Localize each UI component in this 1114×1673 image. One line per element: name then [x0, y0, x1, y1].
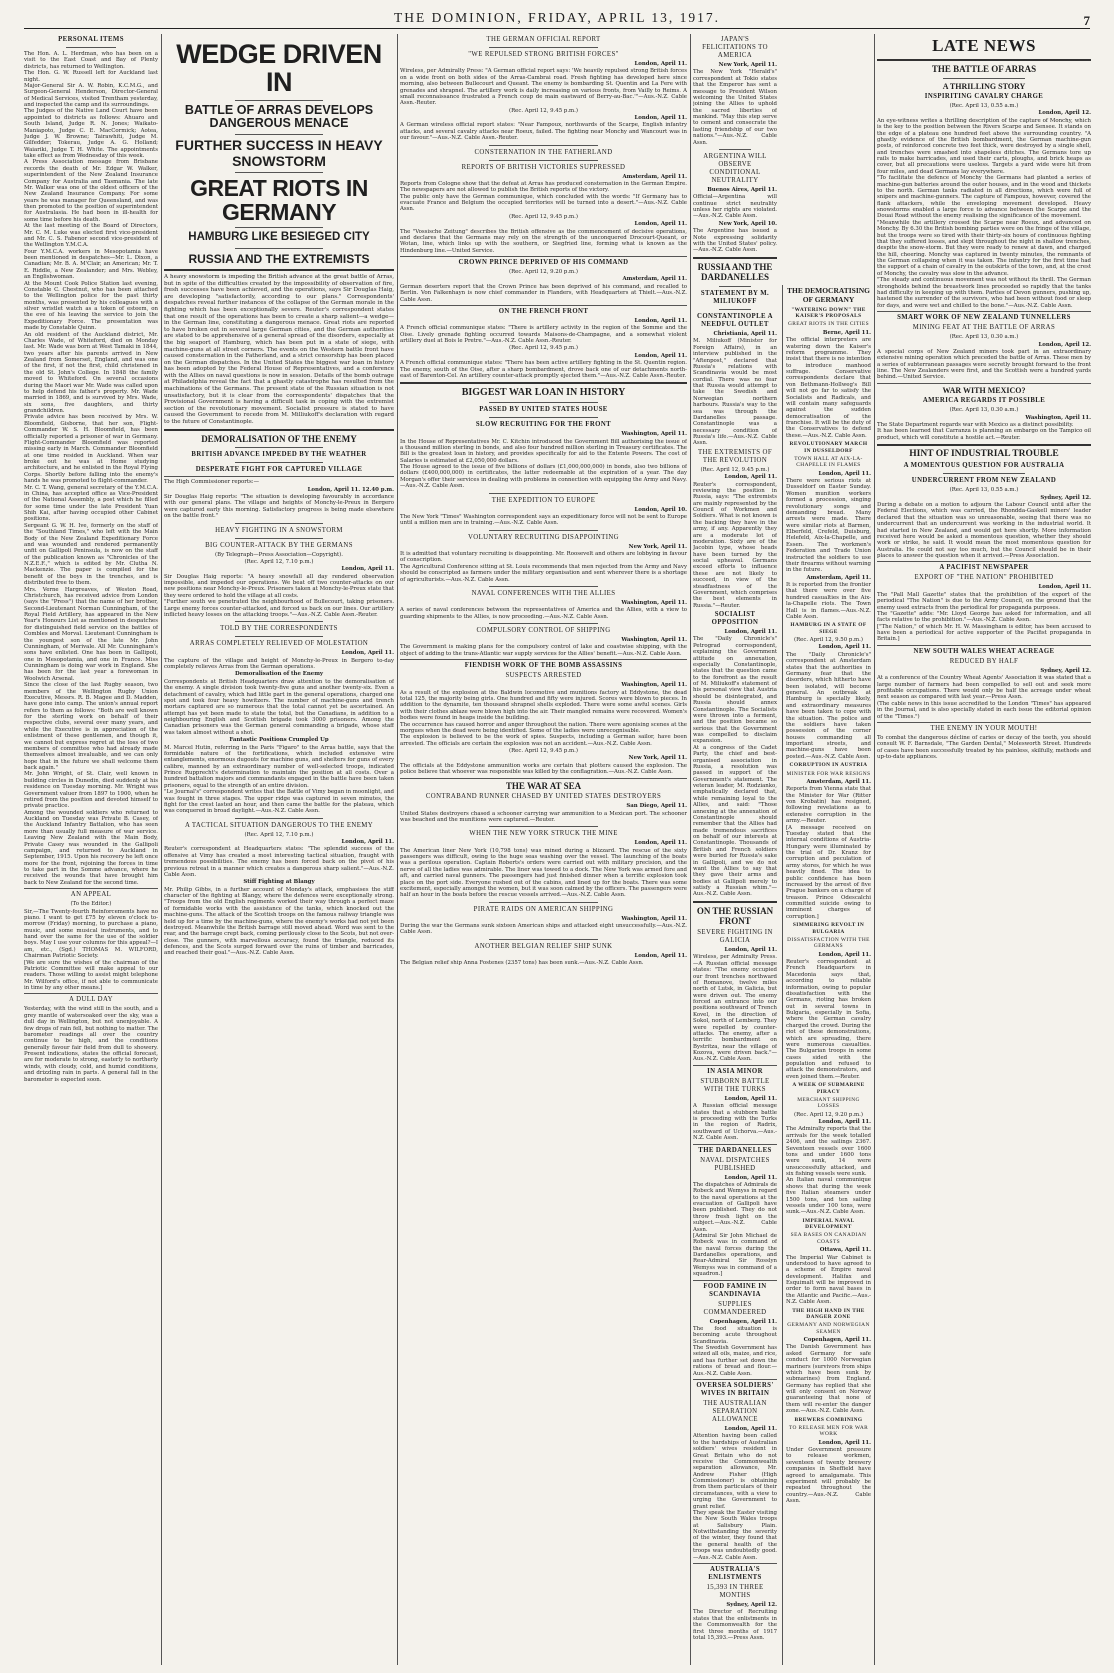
- section-subheading: STUBBORN BATTLE WITH THE TURKS: [700, 1077, 770, 1093]
- divider: [489, 939, 598, 940]
- dateline: London, April 11.: [724, 1426, 777, 1433]
- dateline: London, April 11.: [818, 1439, 871, 1446]
- article-body: During a debate on a motion to adjourn the Labour Council until after the Federal Elections, which was carried, the Rhondda-Gaskell miners' leader declared that the situation was so unreasonable, seeing that there was no undercurrent that an undercurrent was working in the industrial world. It had started in New Zealand, and would get here shortly. More information received here would be asked a momentous question, whether they should work or strike, he said. It would mean the most momentous question for Australia. He could not say too much, but the Council should be in their places to answer the question when it arrived.—Press Association.: [877, 502, 1091, 560]
- article-body: Mr. Philip Gibbs, in a further account of Monday's attack, emphasises the stiff character of the fighting at Blangy, where the defences were exceptionally strong. "Troops from the old English regiments worked their way through a perfect maze of formidable works with the assistance of the tanks, which knocked out the machine-guns. The attack of the Scottish troops on the famous railway triangle was held up for a time by the machine-guns, where the enemy's works had not yet been destroyed. Meanwhile the British barrage still moved ahead. Word was sent to the rear, and the barrage crept back, coming perilously close to the Scots, but not over-close. The gunners, with marvellous accuracy, found the triangle, reduced its defences, and the Scots surged forward over the ruins of timber and barricades, and reached their goal."—Aus.-N.Z. Cable Assn.: [164, 886, 394, 957]
- article-body: An eye-witness writes a thrilling description of the capture of Monchy, which is the key to the position between the Rivers Scarpe and Sensee. It stands on the edge of a plateau one hundred feet above the surrounding country. "A ghastly evidence of the British bombardment, the German machine-gun posts, of reinforced concrete two feet thick, were destroyed by a single shell, and trenches were smashed into shapeless ditches. The Germans tore up rails to make barricades, and used their carts, ploughs, and brick heaps as cover, but all precautions were useless. Targets a yard wide were hit from four miles, and dead Germans lay everywhere. "To facilitate the defence of Monchy the Germans had planted a series of machine-gun batteries around the outer houses, and in the wood and thickets to the north. German tanks radiated in all directions, which were full of snipers and machine-gunners. The capture of Fampoux, however, covered the flank attackers, while the enveloping movement developed. Heavy snowstorms enabled a large force to advance between the Scarpe and the Douai Road without the enemy realising the significance of the movement. "Meanwhile the artillery crossed the Scarpe near Roeux, and advanced on Monchy. By 6.30 the British bombing parties were on the fringe of the village, but the troops were so tired with their thirty-six hours of continuous fighting that they suffered losses, and slept throughout the night in shallow trenches, despite the snow-storm. But they were ready to renew at dawn, and charged the hill, cheering. Monchy was captured in twenty minutes, the remnants of the German collapsing when it was taken. The infantry for the first time had the support of a chain of cavalry in the outskirts of the town, and, at the crest of Monchy, the cavalry was slow in the advance. "The steady and continuous movement was not without its thrill. The German strongholds behind the breastwork lines proceeded so rapidly that the tanks had difficulty in keeping up with them. Parties of Devon gunners, pushing up, hastened the surrender of the survivors, who had been without food or sleep for days, and were wet and chilled to the bone."—Aus.-N.Z. Cable Assn.: [877, 117, 1091, 309]
- section-heading: FOOD FAMINE IN SCANDINAVIA: [703, 1282, 767, 1298]
- article-body: The capture of the village and height of Monchy-le-Preux in Bergero to-day completely relieves Arras from the German operations.: [164, 657, 394, 671]
- divider: [877, 311, 1091, 312]
- dateline: London, April 11.: [341, 839, 394, 846]
- section-heading: VOLUNTARY RECRUITING DISAPPOINTING: [467, 533, 619, 541]
- divider: [693, 1280, 777, 1281]
- article-body: M. Marcel Hutin, referring in the Paris "Figaro" to the Arras battle, says that the formidable nature of the fortifications, which included extensive wire entanglements, enormous dugouts for machine guns, and shelters for guns of every calibre, manned by an extraordinary number of well-selected troops, indicated Prince Rupprecht's determination to maintain the position at all costs. Over a hundred battalion majors and commandants engaged in the battle have been taken prisoners, equal to the strength of an entire division. "Le Journal's" correspondent writes that the Battle of Vimy began in moonlight, and was fought in three stages. The upper ridge was captured in seven minutes, the fight for the crest lasted an hour, and then came the battle for the plateau, which was conquered in broad daylight.—Aus.-N.Z. Cable Assn.: [164, 744, 394, 815]
- article-body: Wireless, per Admiralty Press.—A Russian official message states: "The enemy occupied our front trenches northward of Romanove, twelve miles north of Lutsk, in Galicia, but were driven out. The enemy forced an entrance into our positions southward of Trench Kovel, in the direction of Sokol, north of Lemberg. They were repelled by counter-attacks. The enemy, after a terrific bombardment on Bystritza, near the village of Kozova, were driven back."—Aus.-N.Z. Cable Assn.: [693, 954, 777, 1063]
- section-heading: BREWERS COMBINING: [794, 1416, 863, 1423]
- dateline: London, April 11.: [634, 221, 687, 228]
- article-body: The Danish Government has asked Germany for safe conduct for 1000 Norwegian mariners (survivors from ships which have been sunk by submarines) from England. Germany has replied that she will only consent on Norway guaranteeing that none of them will re-enter the danger zone.—Aus.-N.Z. Cable Assn.: [786, 1344, 871, 1415]
- section-subheading: CONTRABAND RUNNER CHASED BY UNITED STATES DESTROYERS: [425, 793, 662, 801]
- dateline: Washington, April 11.: [621, 682, 687, 689]
- article-body: The State Department regards war with Mexico as a distinct possibility. It has been learned that Carranza is planning an embargo on the Tampico oil product, which will constitute a hostile act.—Reuter.: [877, 421, 1091, 441]
- article-body: The Hon. A. L. Herdman, who has been on a visit to the East Coast and Bay of Plenty districts, has returned to Wellington. The Hon. G. W. Russell left for Auckland last night. Major-General Sir A. W. Robin, K.C.M.G., and Surgeon-General Henderson, Director-General of Medical Services, visited Trentham yesterday, and inspected the camp and its surroundings. The Judges of the Native Land Court have been appointed to districts as follows: Ahuaro and South Island, Judge R. N. Jones; Waikato-Maniapoto, Judge C. E. MacCormick; Aotea, Judge J. W. Browne; Tairawhiti, Judge M. Gilfedder; Tokerau, Judge A. G. Holland; Waiariki, Judge T. H. White. The appointments take effect as from Wednesday of this week. A Press Association message from Brisbane records the death of Mr. Edgar W. Walker, superintendent of the New Zealand Insurance Company for Australia and Tasmania. The late Mr. Walker was one of the oldest officers of the New Zealand Insurance Company. For some years he was manager for Queensland, and was then promoted to the position of superintendent for Australasia. He had been in ill-health for some time before his death. At the last meeting of the Board of Directors, Mr. C. M. Luke was elected first vice-president and Mr. C. S. Fabenor second vice-president of the Wellington Y.M.C.A. Four Y.M.C.A. workers in Mesopotamia have been mentioned in despatches—Mr. L. Dixon, a Canadian; Mr. B. A. M'Clair, an American; Mr. T. E. Riddle, a New Zealander; and Mrs. Webley, an Englishwoman. At the Mount Cook Police Station last evening, Constable C. Chestnut, who has been attached to the Wellington police for the past thirty months, was presented by his colleagues with a silver wristlet watch as a token of esteem, on the eve of his leaving the service to join the Expeditionary Force. The presentation was made by Constable Quinn. An old resident of the Auckland district, Mr. Charles Wade, of Whiteford, died on Monday last. Mr. Wade was born at West Tamaki in 1844, two years after his parents arrived in New Zealand from Somerset, England, and was one of the first, if not the first, child christened in the old St. John's College. In 1848 the family moved to Whiteford. On several occasions during the Maori war Mr. Wade was called upon to help defend his father's property. Mr. Wade married in 1869, and is survived by Mrs. Wade, six sons, five daughters, and thirty grandchildren. Private advice has been received by Mrs. W. Bloomfield, Gisborne, that her son, Flight-Commander W. S. H. Bloomfield, has been officially reported a prisoner of war in Germany. Flight-Commander Bloomfield was reported missing early in March. Commander Bloomfield at one time resided in Auckland. When war broke out he was at Home studying architecture, and he enlisted in the Royal Flying Corps. Shortly before falling into the enemy's hands he was promoted to flight-commander. Mr. C. T. Wang, general secretary of the Y.M.C.A. in China, has accepted office as Vice-President of the National Assembly, a post which he filled for some time under the late President Yuan Shih Kai, after having occupied other Cabinet positions. Sergeant G. W. H. Ive, formerly on the staff of the "Southland Times," who left with the Main Body of the New Zealand Expeditionary Force and was wounded and rendered permanently unfit on Gallipoli Peninsula, is now on the staff of the publication known as "Chronicles of the N.Z.E.F.," which is edited by Mr. Clutha N. Mackenzie. The paper is compiled for the benefit of the boys in the trenches, and is distributed free to them. Mrs. Verne Hargreaves, of Weston Road, Christchurch, has received advice from London (says the "Press") that the name of her brother, Second-Lieutenant Norman Cunningham, of the Royal Field Artillery, has appeared in the New Year's Honours List as mentioned in despatches for distinguished field service on the battles of Combles and Morval. Lieutenant Cunningham is the youngest son of the late Mr. John Cunningham, of Merivale. All Mr. Cunningham's sons have enlisted. One has been in Gallipoli, one in Mesopotamia, and one in France. Miss Cunningham is doing war work in England. She has been for the last year a forewoman in Woolwich Arsenal. Since the close of the last Rugby season, two members of the Wellington Rugby Union Executive, Messrs. R. B. Magee and D. Madden, have gone into camp. The union's annual report refers to them as follows: "Both are well known for the sterling work on behalf of their respective clubs, several over many years, and while the Executive is in appreciation of the enlistment of these gentlemen, and though it, we cannot but express regret at the loss of two members of committee who had already made themselves almost invaluable, and we can only hope that in the future we shall welcome them back again." Mr. John Wright, of St. Clair, well known in building circles in Dunedin, died suddenly at his residence on Tuesday morning. Mr. Wright was Government valuer from 1897 to 1900, when he retired from the position and devoted himself to private practice. Among the wounded soldiers who returned to Auckland on Tuesday was Private B. Casey, of the Auckland Infantry Battalion, who has seen more than usually full measure of war service. Leaving New Zealand with the Main Body, Private Casey was wounded in the Gallipoli campaign, and returned to Auckland in September, 1915. Upon his recovery he left once more for the front, rejoining the forces in time to take part in the Somme advance, where he received the wounds that have brought him back to New Zealand for the second time.: [24, 51, 158, 886]
- section-heading: IMPERIAL NAVAL DEVELOPMENT: [802, 1217, 855, 1231]
- article-body: Sir Douglas Haig reports: "The situation is developing favourably in accordance with our general plans. The village and heights of Monchy-le-Preux in Bergero were captured early this morning. Satisfactory progress is being made elsewhere on the battle front.": [164, 494, 394, 520]
- dateline: London, April 11.: [634, 317, 687, 324]
- section-subheading: SEA BASES ON CANADIAN COASTS: [790, 1232, 867, 1245]
- divider: [235, 636, 322, 637]
- article-body: The New York "Times" Washington correspondent says an expeditionary force will not be sent to Europe until a million men are in training.—Aus.-N.Z. Cable Assn.: [400, 513, 687, 527]
- section-heading: HINT OF INDUSTRIAL TROUBLE: [909, 449, 1059, 460]
- divider: [400, 382, 687, 384]
- article-body: Yesterday, with the wind still in the south, and a grey mantle of watersoaked over the sky, was a dull day in Wellington, but not unenjoyable. A few drops of rain fell, but nothing to matter. The barometer readings all over the country continue to be high, and the conditions generally favour fair field from dull to showery. Present indications, states the official forecast, are for moderate to strong, easterly to northerly winds, with cloudy, cold, and humid conditions, and drizzling rain in parts. A general fall in the barometer is expected soon.: [24, 1006, 158, 1083]
- article-body: The Admiralty reports that the arrivals for the week totalled 2406, and the sailings 2367. Seventeen vessels over 1600 tons and under 1600 tons were sunk, 14 were unsuccessfully attacked, and six fishing vessels were sunk. An Italian naval communique shows that during the week five Italian steamers under 1500 tons, and ten sailing vessels under 100 tons, were sunk.—Aus.-N.Z. Cable Assn.: [786, 1126, 871, 1216]
- section-heading: TOLD BY THE CORRESPONDENTS: [220, 625, 338, 633]
- section-subheading: SLOW RECRUITING FOR THE FRONT: [475, 421, 612, 429]
- divider: [877, 59, 1091, 61]
- section-heading: SMART WORK OF NEW ZEALAND TUNNELLERS: [897, 314, 1071, 322]
- lead-subheadline: BATTLE OF ARRAS DEVELOPS DANGEROUS MENACE: [184, 102, 374, 131]
- masthead-title: THE DOMINION, FRIDAY, APRIL 13, 1917.: [394, 10, 720, 25]
- divider: [693, 1563, 777, 1564]
- section-heading: IN ASIA MINOR: [707, 1067, 763, 1075]
- divider: [943, 473, 1024, 474]
- article-body: Attention having been called to the hardships of Australian soldiers' wives resident in Great Britain who do not receive the Commonwealth separation allowance, Mr. Andrew Fisher (High Commissioner) is obtaining from them particulars of their circumstances, with a view to urging the Government to grant relief. They speak the Easter visiting the New South Wales troops at Salisbury Plain. Notwithstanding the severity of the winter, they found that the general health of the troops was undoubtedly good.—Aus.-N.Z. Cable Assn.: [693, 1433, 777, 1561]
- section-heading: CROWN PRINCE DEPRIVED OF HIS COMMAND: [458, 259, 629, 267]
- section-subheading: Fantastic Positions Crumpled Up: [229, 737, 329, 744]
- section-subheading: Demoralisation of the Enemy: [234, 671, 324, 678]
- received-time: (Rec. April 12, 9.45 p.m.): [509, 213, 578, 220]
- column-foreign-news: [693, 34, 777, 1665]
- article-body: United States destroyers chased a schooner carrying war ammunition to a Mexican port. The schooner was beached and the munitions were captured.—Reuter.: [400, 810, 687, 823]
- section-subheading: MERCHANT SHIPPING LOSSES: [797, 1096, 860, 1110]
- lead-summary: A heavy snowstorm is impeding the British advance at the great battle of Arras, but in spite of the difficulties created by the impossibility of observation of fire, fresh successes have been achieved, and the operations, says Sir Douglas Haig, are developing "satisfactorily, according to our plans." Correspondents' despatches reveal further instances of the collapse of the German morale in the fighting which has been exceptionally severe. Reuter's correspondent states that one result of the operations has been to create a sharp salient—a wedge—in the German line, constituting a dangerous menace. Great riots are reported to have broken out in several large German cities, and the German authorities are stated to be apprehensive of a general spread of the disorders, especially at the big seaport of Hamburg, which has been put in a state of siege, with machine-guns at all street corners. The events on the Western battle front have caused consternation in the Fatherland, and a strict censorship has been placed on the German dispatches. In the United States the biggest war loan in history has been adopted by the Federal House of Representatives, and a conference with the Allies on naval questions is now in session. Details of the bomb outrage at Philadelphia reveal the fact that a ghastly catastrophe has resulted from the machinations of the Germans. The present state of the Russian situation is not unsatisfactory, but it is clear from the correspondents' dispatches that the Provisional Government is having a difficult task in coping with the extremist section of the revolutionary movement. Socialist pressure is stated to have caused the Government to recede from M. Milliukoff's declaration with regard to the future of Constantinople.: [164, 273, 394, 426]
- section-subheading: THE AUSTRALIAN SEPARATION ALLOWANCE: [703, 1400, 767, 1424]
- article-body: The "Daily Chronicle's" Petrograd correspondent, explaining the Government attitude on annexation, especially Constantinople, states that the question came to the forefront as the result of M. Miliukoff's statement of his personal view that Austria should be disintegrated, and Russia should annex Constantinople. The Socialists were thrown into a ferment, and the position became so serious that the Government was compelled to disclaim expansion. At a congress of the Cadet Party, the chief and best-organised association in Russia, a resolution was passed in support of the Government's statement. The veteran leader, M. Rodzianko, emphatically declared that, while remaining loyal to the Allies, and said: "Those annexing at the annexation of Constantinople should remember that the Allies had made tremendous sacrifices on behalf of our interests at Constantinople. Thousands of British and French soldiers were buried for Russia's sake in Gallipoli, and we do not want the Allies to say that they gave their arms and bodies at Gallipoli merely to satisfy a Russian whim."—Aus.-N.Z. Cable Assn.: [693, 636, 777, 898]
- section-subheading: 15,393 IN THREE MONTHS: [706, 1583, 764, 1599]
- section-heading: CONSTERNATION IN THE FATHERLAND: [474, 148, 613, 156]
- dateline: London, April 11.: [724, 1095, 777, 1102]
- lead-subheadline: HAMBURG LIKE BESIEGED CITY: [188, 231, 370, 244]
- divider: [235, 100, 322, 101]
- article-body: A German wireless official report states: "Near Fampoux, northwards of the Scarpe, English infantry attacks, and several cavalry attacks near Roeux, failed. The fighting near Monchy and Wancourt was in our favour."—Aus.-N.Z. Cable Assn.-Reuter.: [400, 122, 687, 142]
- article-body: The officials at the Eddystone ammunition works are certain that plotters caused the explosion. The police believe that whoever was responsible was killed by the conflagration.—Aus.-N.Z. Cable Assn.: [400, 762, 687, 776]
- section-subheading: DESPERATE FIGHT FOR CAPTURED VILLAGE: [195, 466, 363, 474]
- divider: [400, 778, 687, 779]
- section-heading: THE ENEMY IN YOUR MOUTH!: [930, 724, 1038, 732]
- divider: [235, 227, 322, 228]
- section-heading: THE GERMAN OFFICIAL REPORT: [486, 36, 601, 43]
- dateline: London, April 11.: [724, 474, 777, 481]
- article-body: A French official communique states: "There has been active artillery fighting in the St. Quentin region. The enemy, south of the Oise, after a sharp bombardment, drove back one of our detachments north-east of Barenton-Cel. An artillery counter-attack promptly ejected them."—Aus.-N.Z. Cable Assn.-Reuter.: [400, 360, 687, 379]
- divider: [164, 429, 394, 431]
- dateline: London, April 11.: [1038, 584, 1091, 591]
- section-heading: HEAVY FIGHTING IN A SNOWSTORM: [215, 526, 343, 534]
- article-body: During the war the Germans sunk sixteen American ships and attacked eight unsuccessfully.—Aus.-N.Z. Cable Assn.: [400, 923, 687, 936]
- article-body: It is reported from the frontier that there were over five hundred casualties in the Aix-la-Chapelle riots. The Town Hall is in flames.—Aus.-N.Z. Cable Assn.: [786, 582, 871, 620]
- divider: [66, 47, 117, 48]
- received-time: (Rec. April 12, 9.20 p.m.): [509, 269, 578, 276]
- dateline: Ottawa, April 11.: [819, 1247, 871, 1254]
- divider: [235, 621, 322, 622]
- section-heading: THE EXPEDITION TO EUROPE: [491, 496, 596, 504]
- received-time: (Rec. April 13, 0.30 a.m.): [949, 407, 1019, 414]
- divider: [877, 561, 1091, 562]
- section-heading: ARGENTINA WILL OBSERVE CONDITIONAL NEUTRALITY: [703, 152, 767, 184]
- article-body: The Belgian relief ship Anna Fostenes (2357 tons) has been sunk.—Aus.-N.Z. Cable Assn.: [400, 960, 644, 967]
- section-subheading: TO RELEASE MEN FOR WAR WORK: [788, 1424, 869, 1438]
- dateline: London, April 10.: [634, 506, 687, 513]
- divider: [877, 722, 1091, 723]
- section-subheading: DISSATISFACTION WITH THE GERMANS: [787, 936, 870, 950]
- lead-headline: WEDGE DRIVEN IN: [176, 39, 382, 98]
- section-heading: SOCIALIST OPPOSITION: [711, 611, 759, 627]
- received-time: (Rec. April 12, 9.45 p.m.): [509, 345, 578, 352]
- dateline: London, April 11.: [634, 352, 687, 359]
- divider: [943, 78, 1024, 79]
- column-main-war-news: [164, 34, 394, 1665]
- dateline: London, April 11.: [341, 566, 394, 573]
- article-body: The American liner New York (10,798 tons) was mined during a blizzard. The rescue of the sixty passengers was difficult, owing to the huge seas washing over the vessel. The launching of the boats was a perilous operation. Captain Roberts's orders were carried out with military precision, and the nerve of all the ladies was admirable. The liner was towed to a dock. The New York was armed fore and aft, and carried naval gunners. The passengers had just finished dinner when a terrific explosion took place on the port side. Everyone rushed out of the cabins, and lined up for the boats. There was some excitement, especially amongst the women, but it was soon calmed by the officers. The passengers were half an hour in the boats before the rescue vessels arrived.—Aus.-N.Z. Cable Assn.: [400, 847, 687, 899]
- dateline: London, April 11.: [818, 470, 871, 477]
- dateline: London, April 11.: [818, 1119, 871, 1126]
- dateline: New York, April 11.: [718, 62, 777, 69]
- section-subheading: Stiff Fighting at Blangy: [243, 879, 315, 886]
- received-time: (Rec. April 12, 9.45 p.m.): [509, 748, 578, 755]
- dateline: Berne, April 11.: [822, 329, 871, 336]
- section-heading: SIMMERING REVOLT IN BULGARIA: [792, 922, 865, 935]
- article-body: Reuter's correspondent at Headquarters states: "The splendid success of the offensive at Vimy has created a most interesting tactical situation, fraught with tremendous possibilities. The enemy has been forced back on the pivot of his previous retreat in a manner which creates a dangerous sharp salient."—Aus.-N.Z. Cable Assn.: [164, 846, 394, 878]
- section-subheading: SUPPLIES COMMANDEERED: [703, 1300, 767, 1316]
- section-heading: ANOTHER BELGIAN RELIEF SHIP SUNK: [474, 942, 613, 950]
- lead-subheadline: GREAT RIOTS IN GERMANY: [190, 174, 368, 226]
- received-time: (Rec. April 12, 7.10 p.m.): [244, 831, 314, 838]
- divider: [489, 145, 598, 146]
- dateline: Washington, April 11.: [1025, 414, 1091, 421]
- article-body: A Russian official message states that a stubborn battle is proceeding with the Turks in the region of Radrix, southward of Uchorva.—Aus.-N.Z. Cable Assn.: [693, 1103, 777, 1142]
- received-time: (Rec. April 13, 0.30 a.m.): [949, 334, 1019, 341]
- section-subheading: SEVERE FIGHTING IN GALICIA: [697, 929, 773, 945]
- article-body: The Government is making plans for the compulsory control of lake and coastwise shipping, with the object of adding to the trans-Atlantic war supply services for the Allies' benefit.—Aus.-N.Z. Cable Assn.: [400, 644, 687, 657]
- received-time: (Rec. April 12, 9.20 p.m.): [794, 1111, 863, 1118]
- received-time: (Rec. April 13, 0.55 a.m.): [949, 103, 1019, 110]
- article-body: The Argentine has issued a Note expressing solidarity with the United States' policy.—Aus.-N.Z. Cable Assn.: [693, 228, 777, 254]
- section-heading: THE BATTLE OF ARRAS: [931, 64, 1037, 75]
- section-subheading: INSPIRITING CAVALRY CHARGE: [924, 93, 1044, 101]
- dateline: London, April 11.: [724, 1174, 777, 1181]
- article-body: The "Pall Mall Gazette" states that the prohibition of the export of the periodical "The Nation" is due to the Army Council, on the ground that the enemy used extracts from the periodical for propaganda purposes. The "Gazette" adds: "Mr. Lloyd George has asked for information, and all facts relative to the prohibition."—Aus.-N.Z. Cable Assn. ["The Nation," of which Mr. H. W. Massingham is editor, has been accused to have been a periodical for active supporter of the Pacifist propaganda in Britain.]: [877, 591, 1091, 643]
- divider: [489, 623, 598, 624]
- divider: [164, 476, 394, 477]
- column-cables: [400, 34, 687, 1665]
- byline: (To the Editor.): [70, 901, 112, 908]
- received-time: (Rec. April 12, 9.50 p.m.): [794, 637, 863, 644]
- divider: [693, 1379, 777, 1380]
- section-heading: REVOLUTIONARY MARCH IN DUSSELDORF: [789, 441, 868, 454]
- dateline: London, April 11.: [818, 644, 871, 651]
- received-time: (Rec. April 12, 7.10 p.m.): [244, 558, 314, 565]
- article-body: Reuter's correspondent at French Headquarters in Macedonia says that, according to reliable information, owing to popular dissatisfaction with the Germans, rioting has broken out in several towns in Bulgaria, especially in Sofia, where the German cavalry charged the crowd. During the riot of these demonstrations, which are spreading, there were numerous casualties. The Bulgarian troops in some cases sided with the population and refused to attack the demonstrators, and even joined them.—Reuter.: [786, 959, 871, 1080]
- dateline: London, April 11.: [818, 951, 871, 958]
- section-subheading: AMERICA REGARDS IT POSSIBLE: [922, 397, 1046, 405]
- received-time: (Rec. April 12, 9.45 p.m.): [700, 466, 770, 473]
- section-heading: DEMORALISATION OF THE ENEMY: [201, 433, 357, 444]
- article-body: The dispatches of Admirals de Robeck and Wemyss in regard to the naval operations at the evacuation of Gallipoli have been published. They do not throw fresh light on the subject.—Aus.-N.Z. Cable Assn. [Admiral Sir John Michael de Robeck was in command of the naval forces during the Dardanelles operations, and Rear-Admiral Sir Rosslyn Wemyss was in command of a squadron.]: [693, 1181, 777, 1278]
- article-body: Wireless, per Admiralty Press: "A German official report says: 'We heavily repulsed strong British forces on a wide front on both sides of the Arras-Cambrai road. Fresh fighting has developed here since morning, also between Bullecourt and Queant. The enemy is bombarding St. Quentin and La Fere with grenades and shrapnel. The artillery work is daily increasing on various fronts, from Vailly to Reims. A small reconnaissance frustrated a French coup de main eastward of Berry-au-Bac.'"—Aus.-N.Z. Cable Assn.-Reuter.: [400, 68, 687, 107]
- received-time: (Rec. April 13, 0.55 a.m.): [949, 487, 1019, 494]
- dateline: Copenhagen, April 11.: [709, 1318, 777, 1325]
- column-personal-items: [24, 34, 158, 1665]
- divider: [489, 826, 598, 827]
- dateline: Washington, April 11.: [621, 915, 687, 922]
- divider: [24, 993, 158, 994]
- section-heading: LATE NEWS: [932, 36, 1036, 55]
- article-body: Official—Argentina will continue strict neutrality unless her rights are violated.—Aus.-N.Z. Cable Assn.: [693, 194, 777, 220]
- divider: [489, 160, 598, 161]
- dateline: Amsterdam, April 11.: [806, 574, 871, 581]
- dateline: Sydney, April 12.: [1040, 667, 1091, 674]
- article-body: Reports from Cologne show that the defeat at Arras has produced consternation in the German Empire. The newspapers are not allowed to publish the British reports of the victory. The public only have the German communique, which concluded with the words: "If Germany has to evacuate France and Belgium the occupied territories will be turned into a desert."—Aus.-N.Z. Cable Assn.: [400, 180, 687, 213]
- section-heading: WHEN THE NEW YORK STRUCK THE MINE: [469, 830, 618, 838]
- section-heading: CORRUPTION IN AUSTRIA: [789, 762, 868, 769]
- section-subheading: "WATERING DOWN" THE KAISER'S PROPOSALS: [791, 306, 866, 320]
- divider: [719, 149, 751, 150]
- dateline: London, April 11.: [634, 61, 687, 68]
- dateline: Christiania, April 11.: [713, 331, 777, 338]
- section-subheading: CONSTANTINOPLE A NEEDFUL OUTLET: [697, 312, 773, 328]
- article-body: Sir Douglas Haig reports: "A heavy snowfall all day rendered observation impossible, and impeded our operations. We beat off two counter-attacks on our new positions near Monchy-le-Preux. Prisoners taken at Monchy-le-Preux state that they were ordered to hold the village at all costs. "Further south we penetrated the neighbourhood of Bullecourt, taking prisoners. Large enemy forces counter-attacked, and forced us back on our lines. Our artillery inflicted heavy losses on the attacking troops."—Aus.-N.Z. Cable Assn.-Reuter.: [164, 573, 394, 618]
- divider: [400, 256, 687, 257]
- section-heading: ARRAS COMPLETELY RELIEVED OF MOLESTATION: [189, 640, 369, 648]
- divider: [24, 888, 158, 889]
- article-body: A series of naval conferences between the representatives of America and the Allies, with a view to guarding shipments to the Allies, is now proceeding.—Aus.-N.Z. Cable Assn.: [400, 607, 687, 620]
- section-heading: COMPULSORY CONTROL OF SHIPPING: [476, 627, 611, 635]
- section-subheading: UNDERCURRENT FROM NEW ZEALAND: [911, 477, 1057, 485]
- section-subheading: "WE REPULSED STRONG BRITISH FORCES": [468, 51, 619, 59]
- divider: [235, 538, 322, 539]
- section-heading: BIGGEST WAR LOAN IN HISTORY: [461, 387, 626, 399]
- divider: [489, 47, 598, 48]
- article-body: A special corps of New Zealand miners took part in an extraordinary extensive mining operation which preceded the battle of Arras. These men by a series of subterranean passages were secretly brought forward to the front line. The New Zealanders were first, and the Scottish were a hundred yards behind.—United Service.: [877, 348, 1091, 381]
- divider: [235, 523, 322, 524]
- article-body: A French official communique states: "There is artillery activity in the region of the Somme and the Oise. Lively grenade fighting occurred towards Maisons-de-Champagne, and a somewhat violent artillery duel at Bois le Pretre."—Aus.-N.Z. Cable Assn.-Reuter.: [400, 325, 687, 345]
- article-body: German deserters report that the Crown Prince has been deprived of his command, and recalled to Berlin. Von Falkenhayn is now chief commander in Flanders, with Headquarters at Thielt.—Aus.-N.Z. Cable Assn.: [400, 283, 687, 303]
- section-subheading: PASSED BY UNITED STATES HOUSE: [479, 406, 608, 414]
- dateline: Amsterdam, April 11.: [622, 276, 687, 283]
- column-rule: [397, 34, 398, 1665]
- divider: [235, 172, 322, 173]
- divider: [489, 586, 598, 587]
- section-heading: ON THE RUSSIAN FRONT: [696, 905, 774, 927]
- dateline: London, April 11.: [634, 115, 687, 122]
- section-subheading: TOWN HALL AT AIX-LA-CHAPELLE IN FLAMES: [794, 455, 863, 469]
- section-heading: A DULL DAY: [69, 996, 113, 1004]
- section-heading: RUSSIA AND THE DARDANELLES: [697, 261, 773, 283]
- article-body: At a conference of the Country Wheat Agents' Association it was stated that a large number of farmers had been compelled to sell out and seek more profitable occupations. There would only be half the acreage under wheat next season as compared with last year.—Press Assn.: [877, 675, 1091, 701]
- divider: [489, 417, 598, 418]
- column-late-news: [877, 34, 1091, 1665]
- received-time: (Rec. April 12, 9.45 p.m.): [509, 107, 578, 114]
- article-body: Correspondents at British Headquarters draw attention to the demoralisation of the enemy. A single division took twenty-five guns and another twenty-six. Even a detachment of cavalry, which had little part in the general operations, charged one spot and took four heavy howitzers. The number of machine-guns and trench mortars captured are so numerous that the total cannot yet be ascertained. An attempt has yet been made to state the total, but the Canadians, in addition to a neighbouring English and Scottish brigade took 3000 prisoners. Among the Canadian prisoners was the German general commanding a brigade, whose staff was taken almost without a shot.: [164, 678, 394, 736]
- column-germany-news: [782, 285, 871, 1665]
- divider: [719, 286, 751, 287]
- divider: [489, 902, 598, 903]
- section-subheading: BRITISH ADVANCE IMPEDED BY THE WEATHER: [191, 451, 367, 459]
- divider: [235, 462, 322, 463]
- article-body: The Director of Recruiting states that the enlistments in the Commonwealth for the first three months of 1917 total 15,393.—Press Assn.: [693, 1609, 777, 1641]
- dateline: New York, April 10.: [718, 220, 777, 227]
- section-heading: PERSONAL ITEMS: [58, 36, 124, 43]
- divider: [489, 402, 598, 403]
- article-body: There were serious riots at Dusseldorf on Easter Sunday. Women munition workers formed a procession, singing revolutionary songs and demanding bread. Many arrests were made. There were similar riots at Barmen, Elberfeld, Crefeld, Duisburg, Helefeld, Aix-la-Chapelle, and Essen. The workmen's Federation and Trade Union instructed the soldiers to use their firearms without warning in the future.: [786, 478, 871, 574]
- section-heading: AN APPEAL: [70, 891, 112, 899]
- section-heading: THE EXTREMISTS OF THE REVOLUTION: [697, 448, 772, 464]
- article-body: The Imperial War Cabinet is understood to have agreed to a scheme of Empire naval development. Halifax and Esquimalt will be improved in order to form naval bases in the Atlantic and Pacific.—Aus.-N.Z. Cable Assn.: [786, 1254, 871, 1306]
- column-rule: [874, 34, 875, 1665]
- article-body: The "Daily Chronicle's" correspondent at Amsterdam states that the authorities in Germany fear that the disorders, which hitherto have been isolated, will become general. An outbreak at Hamburg is specially likely, and extraordinary measures have been taken to cope with the situation. The police and the soldiers have taken possession of the corner houses commanding all important streets, and machine-guns have been posted.—Aus.-N.Z. Cable Assn.: [786, 651, 871, 760]
- section-heading: FIENDISH WORK OF THE BOMB ASSASSINS: [464, 662, 623, 670]
- article-body: Reports from Vienna state that the Minister for War (Ritter von Krobatin) has resigned, following revelations as to extensive corruption in the army.—Reuter. [A message received on Tuesday stated that the internal conditions of Austria-Hungary were illuminated by the trial of Dr. Kranz for corruption and peculation of army stores, for which he was heavily fined. The idea to public confidence has been increased by the arrest of five Prague bankers on a charge of treason. Prince Odescalchi committed suicide owing to imminent charges of corruption.]: [786, 786, 871, 920]
- divider: [489, 493, 598, 494]
- lead-subheadline: FURTHER SUCCESS IN HEAVY SNOWSTORM: [175, 137, 383, 169]
- section-heading: PIRATE RAIDS ON AMERICAN SHIPPING: [473, 905, 614, 913]
- divider: [235, 248, 322, 249]
- dateline: Buenos Aires, April 11.: [707, 186, 777, 193]
- section-heading: THE DARDANELLES: [698, 1146, 772, 1154]
- divider: [235, 447, 322, 448]
- article-intro: The High Commissioner reports:—: [164, 479, 259, 486]
- divider: [693, 257, 777, 259]
- dateline: New York, April 11.: [628, 543, 687, 550]
- section-heading: A WEEK OF SUBMARINE PIRACY: [792, 1082, 865, 1095]
- section-heading: THE WAR AT SEA: [505, 780, 582, 791]
- divider: [877, 383, 1091, 384]
- section-subheading: EXPORT OF "THE NATION" PROHIBITED: [914, 574, 1054, 582]
- section-subheading: NAVAL DISPATCHES PUBLISHED: [700, 1156, 770, 1172]
- divider: [719, 309, 751, 310]
- section-heading: A TACTICAL SITUATION DANGEROUS TO THE ENEMY: [184, 821, 374, 829]
- divider: [400, 305, 687, 306]
- dateline: London, April 11. 12.40 p.m.: [307, 486, 394, 493]
- article-body: It is admitted that voluntary recruiting is disappointing. Mr. Roosevelt and others are lobbying in favour of conscription. The Agricultural Conference sitting at St. Louis recommends that men rejected from the Army and Navy should be conscripted as farmers under the military organisation and sent wherever there is a shortage of agriculturists.—Aus.-N.Z. Cable Assn.: [400, 551, 687, 583]
- divider: [235, 818, 322, 819]
- section-heading: WAR WITH MEXICO?: [942, 385, 1026, 395]
- section-subheading: REDUCED BY HALF: [949, 657, 1019, 665]
- article-body: The food situation is becoming acute throughout Scandinavia. The Swedish Government has seized all oils, maize, and rice, and has further set down the rations of bread and flour.—Aus.-N.Z. Cable Assn.: [693, 1325, 777, 1377]
- dateline: London, April 11.: [724, 947, 777, 954]
- section-heading: NAVAL CONFERENCES WITH THE ALLIES: [471, 589, 616, 597]
- dateline: London, April 12.: [1038, 110, 1091, 117]
- section-subheading: GREAT RIOTS IN THE CITIES: [787, 321, 870, 328]
- dateline: Sydney, April 12.: [726, 1602, 777, 1608]
- divider: [489, 530, 598, 531]
- section-heading: A PACIFIST NEWSPAPER: [939, 564, 1029, 572]
- section-subheading: MINISTER FOR WAR RESIGNS: [786, 770, 871, 777]
- dateline: London, April 12.: [1038, 341, 1091, 348]
- article-body: As a result of the explosion at the Baldwin locomotive and munitions factory at Eddystone, the dead total 125, the majority being girls. One hundred and fifty were injured. Scores were blown to pieces. In addition to the dynamite, ten thousand shrapnel shells exploded. There were some awful scenes. Girls with their clothes ablaze were blown high into the air. Their mangled remains were recovered. Women's bodies were found in heaps inside the building. The occurrence has caused horror and anger throughout the nation. There were agonising scenes at the morgues when the dead were being identified. Some of the ladies were unrecognisable. The explosion is believed to be the work of spies. Suspects, including a German sailor, have been arrested. The officials are certain the explosion was not an accident.—Aus.-N.Z. Cable Assn.: [400, 689, 687, 747]
- dateline: Amsterdam, April 11.: [622, 173, 687, 180]
- divider: [235, 134, 322, 135]
- section-heading: NEW SOUTH WALES WHEAT ACREAGE: [913, 647, 1055, 655]
- section-subheading: GERMANY AND NORWEGIAN SEAMEN: [787, 1322, 870, 1335]
- dateline: Sydney, April 12.: [1040, 494, 1091, 501]
- dateline: Amsterdam, April 11.: [806, 778, 871, 785]
- section-heading: OVERSEA SOLDIERS' WIVES IN BRITAIN: [696, 1381, 774, 1397]
- section-heading: JAPAN'S FELICITATIONS TO AMERICA: [702, 36, 768, 60]
- section-subheading: STATEMENT BY M. MILIUKOFF: [700, 289, 770, 305]
- dateline: London, April 11.: [634, 952, 687, 959]
- page-number: 7: [1083, 12, 1090, 28]
- dateline: Washington, April 11.: [621, 637, 687, 644]
- section-subheading: A MOMENTOUS QUESTION FOR AUSTRALIA: [903, 462, 1065, 470]
- section-heading: HAMBURG IN A STATE OF SIEGE: [790, 622, 867, 635]
- divider: [693, 1065, 777, 1066]
- article-body: The official interpreters are watering down the Kaiser's reform programme. They insist that there is no intention to introduce manhood suffrage. Conservative correspondents declare that von Bethmann-Hollweg's Bill will not go far to satisfy the Socialists and Radicals, and will contain many safeguards against the sudden democratisation of the franchise. It will be the duty of the Conservatives to defend these.—Aus.-N.Z. Cable Assn.: [786, 337, 871, 439]
- dateline: London, April 11.: [634, 840, 687, 847]
- divider: [877, 645, 1091, 646]
- dateline: San Diego, April 11.: [626, 803, 687, 810]
- section-heading: AUSTRALIA'S ENLISTMENTS: [708, 1565, 762, 1581]
- section-subheading: SUSPECTS ARRESTED: [505, 672, 582, 680]
- section-heading: A THRILLING STORY: [942, 81, 1026, 91]
- advertisement-body: To combat the dangerous décline of caries or decay of the teeth, you should consult W. F. Barnsdale, "The Garden Dental," Molesworth Street. Hundreds of cases have been successfully treated by his painless, skilfully, methods and up-to-date appliances.: [877, 734, 1091, 761]
- section-heading: THE HIGH HAND IN THE DANGER ZONE: [792, 1307, 865, 1320]
- dateline: New York, April 11.: [628, 755, 687, 762]
- dateline: Washington, April 11.: [621, 599, 687, 606]
- masthead: [24, 8, 1090, 29]
- article-body: In the House of Representatives Mr. C. Kitchin introduced the Government Bill authorising the issue of a thousand million sterling in bonds, and also four hundred million sterling in Treasury certificates. The Bill is the greatest loan in history, and provides specifically for aid to the Entente Powers. The cost of Salaries is estimated at £2,050,000 dollars. The House agreed to the issue of five billions of dollars (£1,000,000,000) in bonds, also two billions of dollars (£400,000,000) in certificates, the latter redeemable at the expiration of a year. The day Morgan's offer their services in dealing with problems in connection with equipping the Army and Navy.—Aus.-N.Z. Cable Assn.: [400, 438, 687, 490]
- article-body: M. Miliukoff (Minister for Foreign Affairs), in an interview published in the "Aftenpost," declared that Russia's relations with Scandinavia would be most cordial. There was no fear that Russia would attempt to take the Swedish and Norwegian northern harbours. Russia's way to the sea was through the Dardanelles passage. Constantinople was a necessary condition of Russia's life.—Aus.-N.Z. Cable Assn.: [693, 338, 777, 447]
- lead-subheadline: RUSSIA AND THE EXTREMISTS: [188, 251, 370, 266]
- divider: [693, 901, 777, 903]
- divider: [877, 444, 1091, 446]
- divider: [164, 269, 394, 271]
- article-body: Sir,—The Twenty-fourth Reinforcements have no piano. I want to get £75 by eleven o'clock to-morrow (Friday) morning, to purchase a piano, music, and some musical instruments, and to hand over the same for the use of the soldier boys. May I use your columns for this appeal?—I am, etc., (Sgd.) THOMAS M. WILFORD, Chairman Patriotic Society. [We are sure the wishes of the chairman of the Patriotic Committee will make appeal to our readers. Those willing to assist might telephone Mr. Wilford's office, if not able to communicate in time by any other means.]: [24, 908, 158, 992]
- article-body: The New York "Herald's" correspondent at Tokio states that the Emperor has sent a message to President Wilson welcoming the United States joining the Allies to uphold the sacred liberties of mankind. "May this step serve to cement and consecrate the lasting friendship of our two nations."—Aus.-N.Z. Cable Assn.: [693, 69, 777, 146]
- article-body: The "Vossische Zeitung" describes the British offensive as the commencement of decisive operations, and declares that the Germans may rely on the strength of the unconquered Drocourt-Queant, or Wotan, line, which links up with the southern, or Siegfried line, forming what is known as the Hindenburg line.—United Service.: [400, 228, 687, 254]
- section-subheading: MINING FEAT AT THE BATTLE OF ARRAS: [912, 324, 1056, 332]
- divider: [400, 659, 687, 660]
- column-rule: [161, 34, 162, 1665]
- divider: [693, 1144, 777, 1145]
- editorial-note: (The cable news in this issue accredited to the London "Times" has appeared in the Journal, and is also specially stated in each issue the editorial opinion of the "Times."): [877, 700, 1091, 720]
- article-body: Reuter's correspondent, reviewing the position in Russia, says: "The extremists are mainly represented by the Council of Workmen and Soldiers. What is not known is the backing they have in the army, if any. Apparently they are a moderate lot of moderation. Sixty are of the Jacobin type, whose heads have been turned by the social upheaval. Germans exceed efforts to influence these are not likely to succeed, in view of the steadfastness of the Government, which comprises the best elements in Russia."—Reuter.: [693, 481, 777, 609]
- dateline: Washington, April 11.: [621, 431, 687, 438]
- section-heading: BIG COUNTER-ATTACK BY THE GERMANS: [205, 541, 353, 549]
- section-heading: THE DEMOCRATISING OF GERMANY: [787, 286, 870, 304]
- dateline: Copenhagen, April 11.: [803, 1337, 871, 1344]
- article-body: Under Government pressure to release workmen, seventeen of twenty brewery companies in Sheffield have agreed to amalgamate. This experiment will probably be repeated throughout the country.—Aus.-N.Z. Cable Assn.: [786, 1447, 871, 1505]
- column-rule: [690, 34, 691, 1665]
- byline: (By Telegraph—Press Association—Copyright).: [215, 551, 343, 558]
- dateline: London, April 11.: [724, 629, 777, 636]
- dateline: London, April 11.: [341, 650, 394, 657]
- section-heading: ON THE FRENCH FRONT: [498, 307, 589, 315]
- section-subheading: REPORTS OF BRITISH VICTORIES SUPPRESSED: [461, 163, 626, 171]
